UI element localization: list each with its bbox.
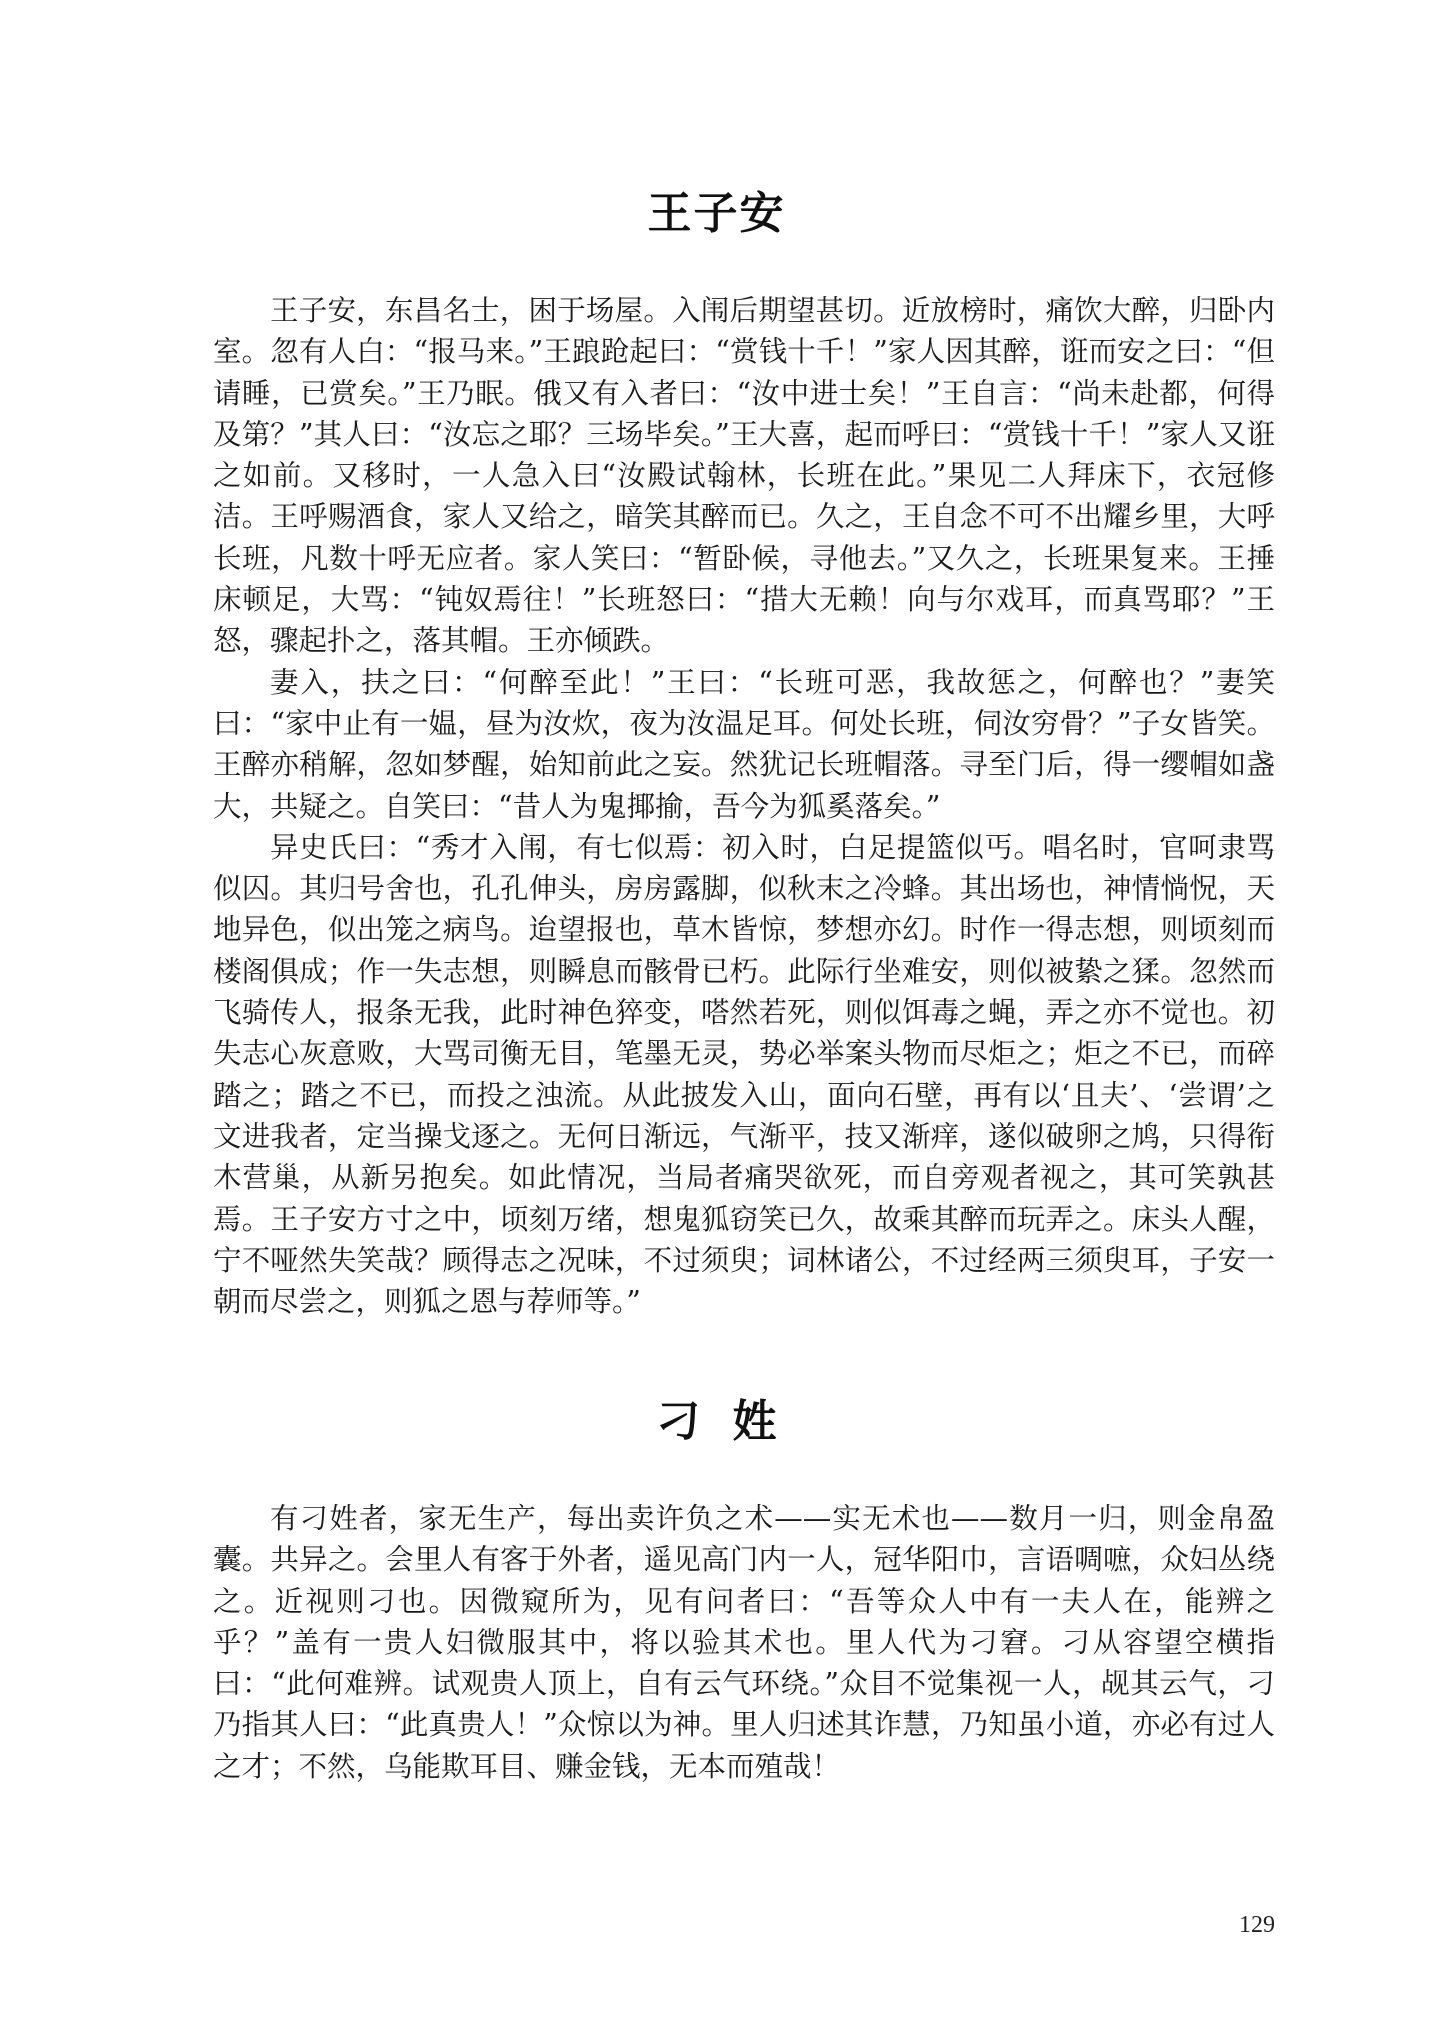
story-body-wang-zi-an bbox=[213, 290, 1275, 1322]
section-title-wang-zi-an: 王子安 bbox=[647, 188, 786, 239]
paragraph: 妻入，扶之曰：“何醉至此！”王曰：“长班可恶，我故惩之，何醉也？”妻笑曰：“家中止有一媪，昼为汝炊，夜为汝温足耳。何处长班，伺汝穷骨？”子女皆笑。王醉亦稍解，忽如梦醒，始知前此之妄。然犹记长班帽落。寻至门后，得一缨帽如盏大，共疑之。自笑曰：“昔人为鬼揶揄，吾今为狐奚落矣。” bbox=[213, 665, 1275, 823]
section-title-diao-xing: 刁姓 bbox=[656, 1396, 809, 1447]
page-number: 129 bbox=[1239, 1912, 1275, 1938]
paragraph: 异史氏曰：“秀才入闱，有七似焉：初入时，白足提篮似丐。唱名时，官呵隶骂似囚。其归号舍也，孔孔伸头，房房露脚，似秋末之冷蜂。其出场也，神情惝怳，天地异色，似出笼之病鸟。迨望报也，草木皆惊，梦想亦幻。时作一得志想，则顷刻而楼阁俱成；作一失志想，则瞬息而骸骨已朽。此际行坐难安，则似被絷之猱。忽然而飞骑传人，报条无我，此时神色猝变，嗒然若死，则似饵毒之蝇，弄之亦不觉也。初失志心灰意败，大骂司衡无目，笔墨无灵，势必举案头物而尽炬之；炬之不已，而碎踏之；踏之不已，而投之浊流。从此披发入山，面向石壁，再有以‘且夫’、‘尝谓’之文进我者，定当操戈逐之。无何日渐远，气渐平，技又渐痒，遂似破卵之鸠，只得衔木营巢，从新另抱矣。如此情况，当局者痛哭欲死，而自旁观者视之，其可笑孰甚焉。王子安方寸之中，顷刻万绪，想鬼狐窃笑已久，故乘其醉而玩弄之。床头人醒，宁不哑然失笑哉？顾得志之况味，不过须臾；词林诸公，不过经两三须臾耳，子安一朝而尽尝之，则狐之恩与荐师等。” bbox=[213, 830, 1275, 1319]
story-body-diao-xing bbox=[213, 1498, 1275, 1787]
paragraph: 有刁姓者，家无生产，每出卖许负之术——实无术也——数月一归，则金帛盈囊。共异之。会里人有客于外者，遥见高门内一人，冠华阳巾，言语啁嗻，众妇丛绕之。近视则刁也。因微窥所为，见有问者曰：“吾等众人中有一夫人在，能辨之乎？”盖有一贵人妇微服其中，将以验其术也。里人代为刁窘。刁从容望空横指曰：“此何难辨。试观贵人顶上，自有云气环绕。”众目不觉集视一人，觇其云气，刁乃指其人曰：“此真贵人！”众惊以为神。里人归述其诈慧，乃知虽小道，亦必有过人之才；不然，乌能欺耳目、赚金钱，无本而殖哉！ bbox=[213, 1502, 1275, 1783]
paragraph: 王子安，东昌名士，困于场屋。入闱后期望甚切。近放榜时，痛饮大醉，归卧内室。忽有人白：“报马来。”王踉跄起曰：“赏钱十千！”家人因其醉，诳而安之曰：“但请睡，已赏矣。”王乃眠。俄又有入者曰：“汝中进士矣！”王自言：“尚未赴都，何得及第？”其人曰：“汝忘之耶？三场毕矣。”王大喜，起而呼曰：“赏钱十千！”家人又诳之如前。又移时，一人急入曰“汝殿试翰林，长班在此。”果见二人拜床下，衣冠修洁。王呼赐酒食，家人又给之，暗笑其醉而已。久之，王自念不可不出耀乡里，大呼长班，凡数十呼无应者。家人笑曰：“暂卧候，寻他去。”又久之，长班果复来。王捶床顿足，大骂：“钝奴焉往！”长班怒曰：“措大无赖！向与尔戏耳，而真骂耶？”王怒，骤起扑之，落其帽。王亦倾跌。 bbox=[213, 294, 1275, 658]
